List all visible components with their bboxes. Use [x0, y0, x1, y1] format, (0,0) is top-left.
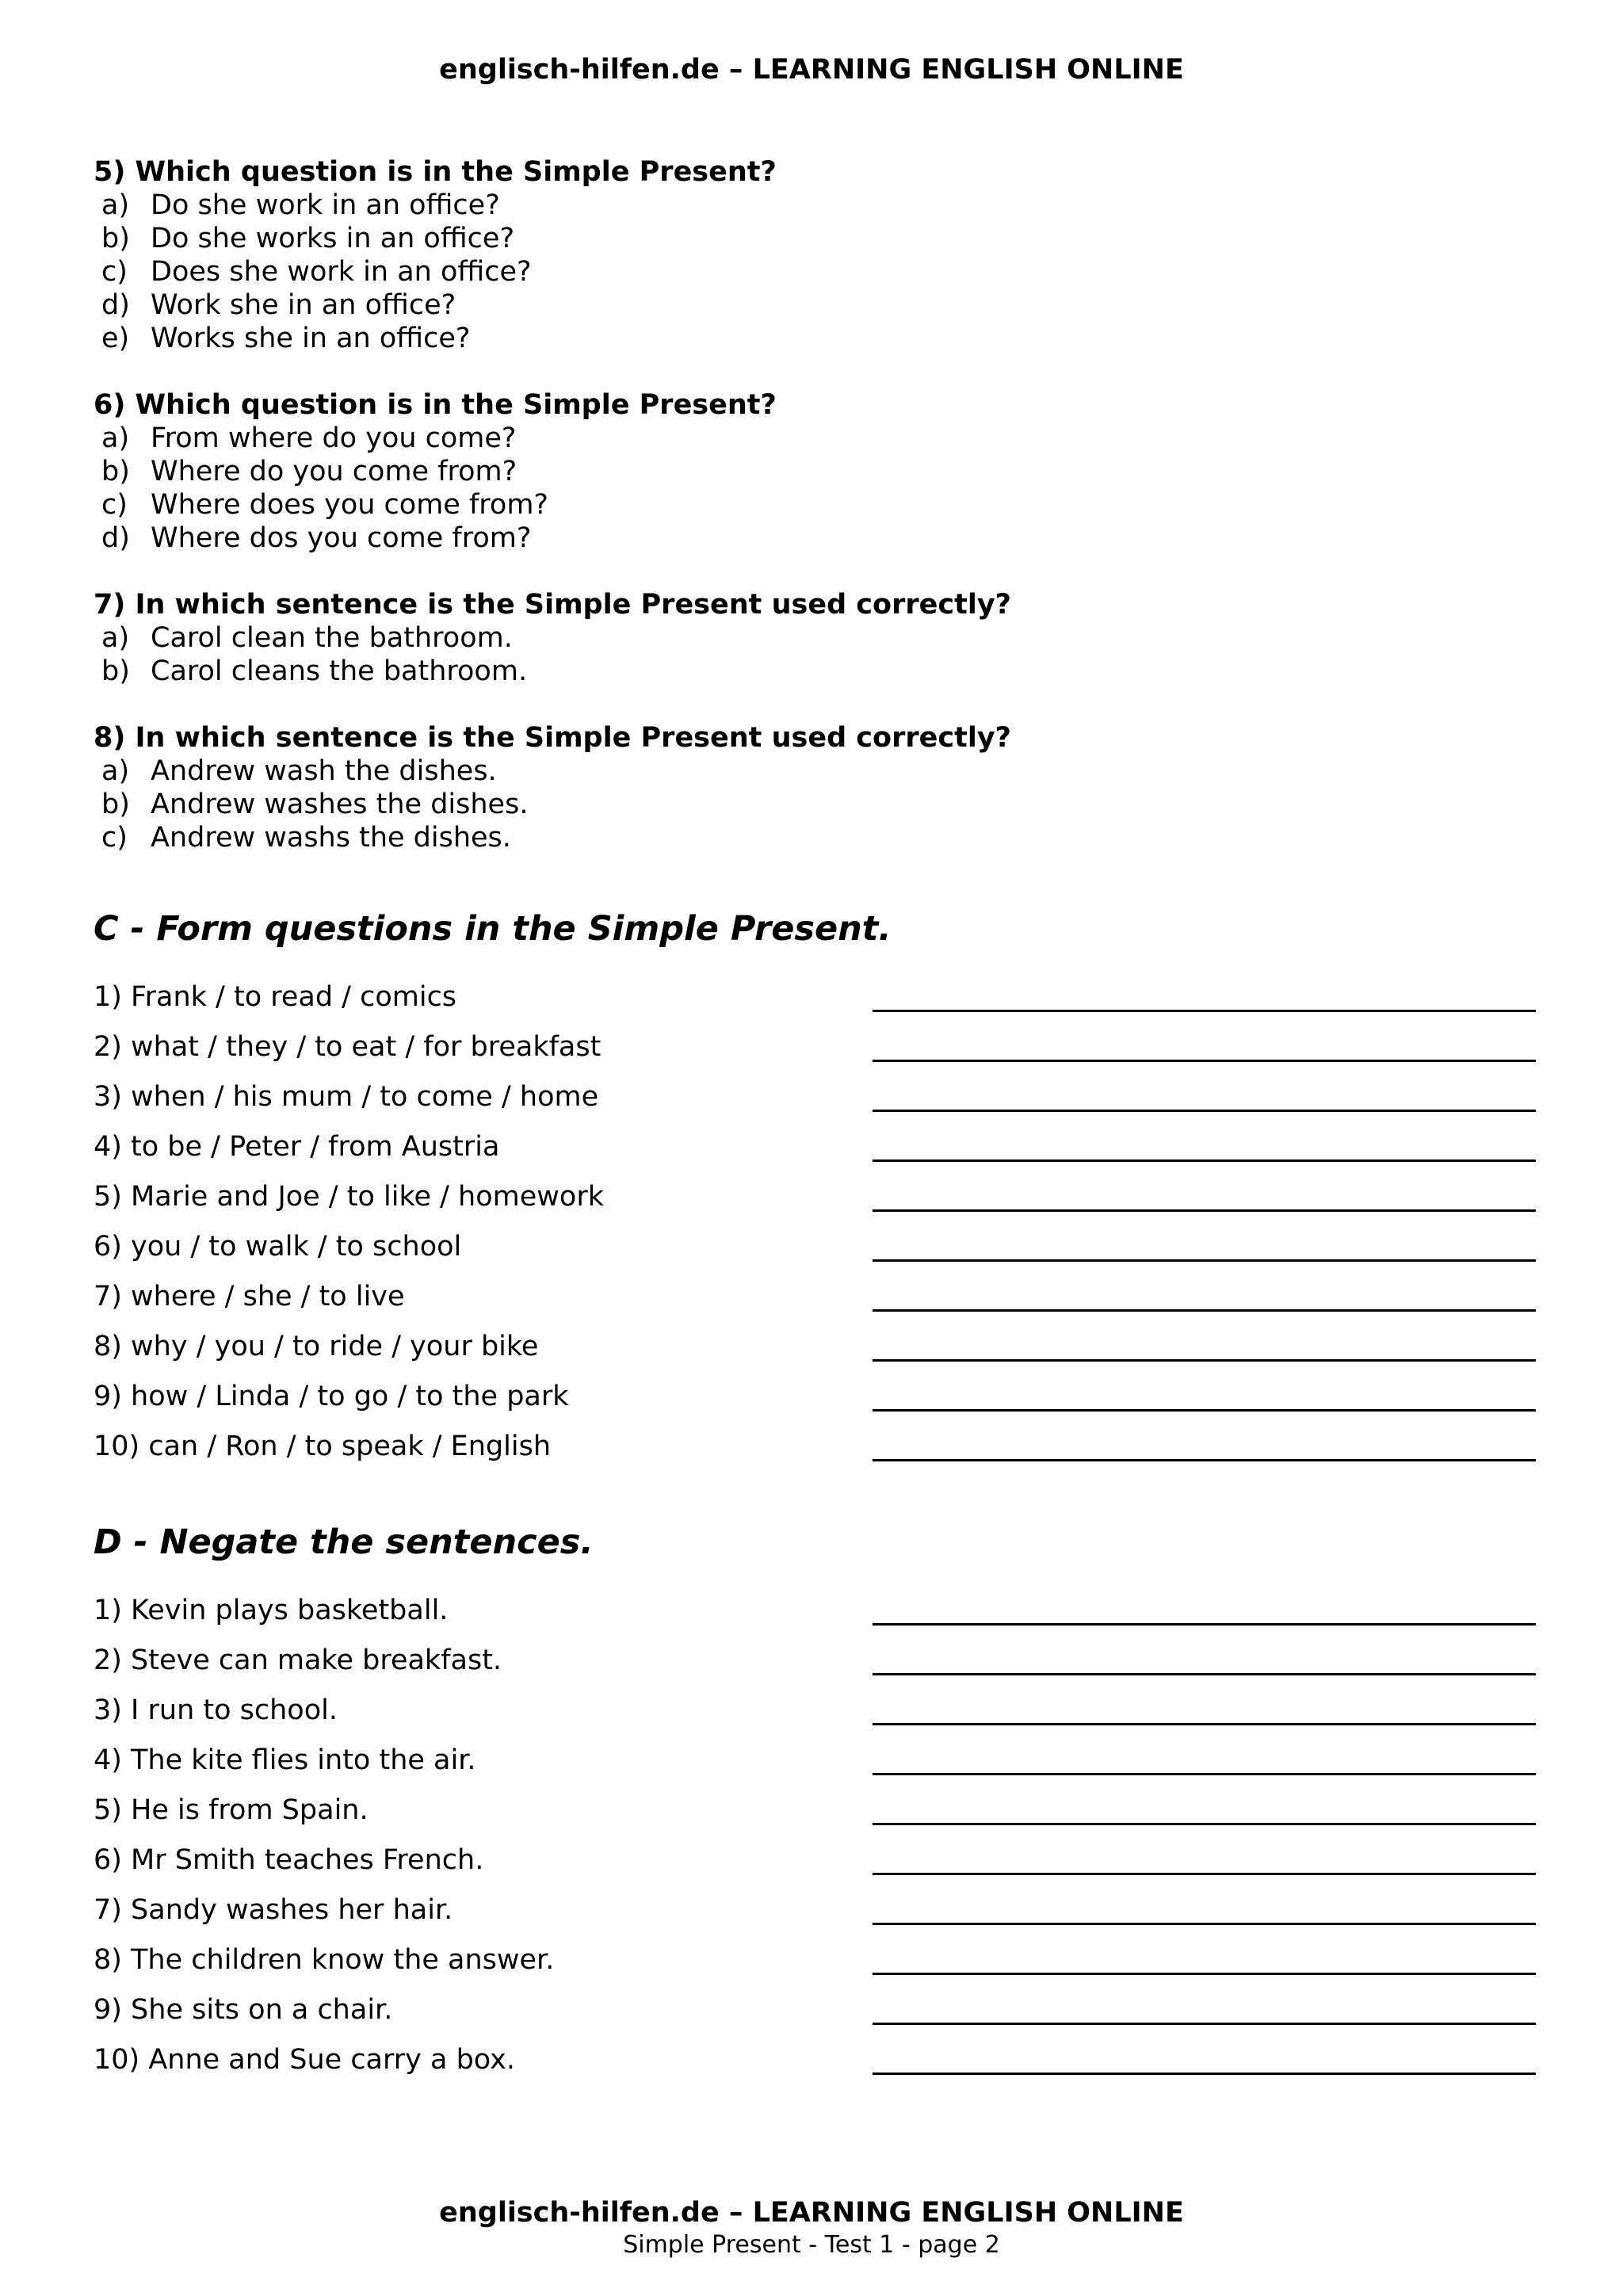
- exercise-row: [94, 1693, 1536, 1743]
- option-letter: a): [101, 189, 130, 221]
- exercise-row: [94, 1329, 1536, 1379]
- exercise-prompt: 1) Kevin plays basketball.: [94, 1595, 449, 1626]
- exercise-prompt: 6) you / to walk / to school: [94, 1231, 462, 1263]
- exercise-prompt: 6) Mr Smith teaches French.: [94, 1844, 484, 1876]
- option-letter: b): [101, 456, 130, 487]
- answer-option: [94, 322, 1536, 355]
- option-letter: e): [101, 323, 130, 354]
- answer-option: [94, 655, 1536, 688]
- question-title: 7) In which sentence is the Simple Present used correctly?: [94, 589, 1011, 621]
- question-7: [94, 588, 1536, 688]
- exercise-row: [94, 1129, 1536, 1179]
- multiple-choice-section: [94, 155, 1536, 888]
- option-letter: c): [101, 822, 128, 854]
- answer-line[interactable]: [873, 1359, 1536, 1362]
- answer-option: [94, 288, 1536, 322]
- question-title: 5) Which question is in the Simple Present?: [94, 156, 777, 188]
- exercise-prompt: 9) how / Linda / to go / to the park: [94, 1381, 569, 1412]
- section-c-list: [94, 980, 1536, 1479]
- question-5: [94, 155, 1536, 355]
- exercise-prompt: 7) where / she / to live: [94, 1281, 405, 1312]
- exercise-row: [94, 1643, 1536, 1693]
- answer-line[interactable]: [873, 1409, 1536, 1412]
- exercise-prompt: 10) can / Ron / to speak / English: [94, 1431, 552, 1462]
- question-title: 8) In which sentence is the Simple Present used correctly?: [94, 722, 1011, 754]
- section-d-list: [94, 1593, 1536, 2092]
- option-letter: d): [101, 522, 130, 554]
- answer-option: [94, 255, 1536, 288]
- answer-line[interactable]: [873, 1673, 1536, 1675]
- section-d-heading: D - Negate the sentences.: [94, 1522, 594, 1562]
- exercise-prompt: 9) She sits on a chair.: [94, 1994, 393, 2026]
- answer-option: [94, 621, 1536, 655]
- option-letter: b): [101, 655, 130, 687]
- answer-option: [94, 189, 1536, 222]
- exercise-row: [94, 1943, 1536, 1992]
- answer-line[interactable]: [873, 1259, 1536, 1262]
- answer-option: [94, 222, 1536, 255]
- exercise-row: [94, 1893, 1536, 1943]
- option-letter: d): [101, 289, 130, 321]
- footer-title: englisch-hilfen.de – LEARNING ENGLISH ONLINE: [439, 2197, 1184, 2229]
- option-text: Do she works in an office?: [151, 223, 515, 254]
- option-letter: a): [101, 422, 130, 454]
- option-text: Where does you come from?: [151, 489, 548, 521]
- option-letter: a): [101, 755, 130, 787]
- exercise-row: [94, 1992, 1536, 2042]
- answer-line[interactable]: [873, 1773, 1536, 1775]
- exercise-prompt: 8) why / you / to ride / your bike: [94, 1331, 539, 1362]
- option-text: Carol clean the bathroom.: [151, 622, 513, 654]
- exercise-prompt: 2) Steve can make breakfast.: [94, 1645, 502, 1676]
- question-6: [94, 388, 1536, 555]
- exercise-prompt: 7) Sandy washes her hair.: [94, 1894, 453, 1926]
- option-letter: a): [101, 622, 130, 654]
- answer-option: [94, 755, 1536, 788]
- option-text: Carol cleans the bathroom.: [151, 655, 528, 687]
- option-letter: b): [101, 789, 130, 820]
- answer-line[interactable]: [873, 1010, 1536, 1012]
- answer-option: [94, 821, 1536, 854]
- answer-line[interactable]: [873, 1060, 1536, 1062]
- exercise-row: [94, 1279, 1536, 1329]
- exercise-prompt: 5) He is from Spain.: [94, 1794, 369, 1826]
- answer-line[interactable]: [873, 1973, 1536, 1975]
- exercise-row: [94, 2042, 1536, 2092]
- footer-subtitle: Simple Present - Test 1 - page 2: [623, 2231, 1000, 2259]
- exercise-prompt: 2) what / they / to eat / for breakfast: [94, 1031, 601, 1063]
- option-text: Andrew wash the dishes.: [151, 755, 497, 787]
- answer-line[interactable]: [873, 1110, 1536, 1112]
- option-text: Where do you come from?: [151, 456, 517, 487]
- answer-option: [94, 455, 1536, 488]
- page-header: englisch-hilfen.de – LEARNING ENGLISH ONLINE: [439, 54, 1184, 86]
- exercise-row: [94, 1429, 1536, 1479]
- answer-line[interactable]: [873, 1923, 1536, 1925]
- option-text: Does she work in an office?: [151, 256, 532, 288]
- answer-line[interactable]: [873, 1723, 1536, 1725]
- exercise-row: [94, 1079, 1536, 1129]
- exercise-row: [94, 980, 1536, 1030]
- exercise-prompt: 3) when / his mum / to come / home: [94, 1081, 599, 1113]
- answer-option: [94, 521, 1536, 555]
- exercise-row: [94, 1179, 1536, 1229]
- exercise-prompt: 4) The kite flies into the air.: [94, 1744, 476, 1776]
- exercise-row: [94, 1030, 1536, 1079]
- option-text: Do she work in an office?: [151, 189, 500, 221]
- exercise-prompt: 4) to be / Peter / from Austria: [94, 1131, 500, 1163]
- answer-line[interactable]: [873, 1623, 1536, 1626]
- page-footer: [0, 2195, 1623, 2260]
- answer-option: [94, 488, 1536, 521]
- exercise-prompt: 5) Marie and Joe / to like / homework: [94, 1181, 604, 1213]
- answer-line[interactable]: [873, 1159, 1536, 1162]
- exercise-prompt: 3) I run to school.: [94, 1694, 338, 1726]
- exercise-row: [94, 1843, 1536, 1893]
- answer-line[interactable]: [873, 2073, 1536, 2075]
- answer-option: [94, 422, 1536, 455]
- exercise-prompt: 8) The children know the answer.: [94, 1944, 555, 1976]
- option-text: Works she in an office?: [151, 323, 471, 354]
- option-text: Andrew washes the dishes.: [151, 789, 529, 820]
- answer-line[interactable]: [873, 1209, 1536, 1212]
- exercise-row: [94, 1793, 1536, 1843]
- option-letter: b): [101, 223, 130, 254]
- exercise-row: [94, 1229, 1536, 1279]
- option-letter: c): [101, 489, 128, 521]
- answer-line[interactable]: [873, 1459, 1536, 1461]
- option-text: From where do you come?: [151, 422, 517, 454]
- answer-line[interactable]: [873, 1309, 1536, 1312]
- question-title: 6) Which question is in the Simple Present?: [94, 389, 777, 421]
- exercise-prompt: 10) Anne and Sue carry a box.: [94, 2044, 515, 2076]
- question-8: [94, 721, 1536, 854]
- exercise-prompt: 1) Frank / to read / comics: [94, 981, 457, 1013]
- answer-line[interactable]: [873, 1823, 1536, 1825]
- option-text: Andrew washs the dishes.: [151, 822, 511, 854]
- answer-line[interactable]: [873, 1873, 1536, 1875]
- option-text: Work she in an office?: [151, 289, 456, 321]
- exercise-row: [94, 1379, 1536, 1429]
- exercise-row: [94, 1593, 1536, 1643]
- option-letter: c): [101, 256, 128, 288]
- answer-line[interactable]: [873, 2023, 1536, 2025]
- option-text: Where dos you come from?: [151, 522, 532, 554]
- exercise-row: [94, 1743, 1536, 1793]
- answer-option: [94, 788, 1536, 821]
- section-c-heading: C - Form questions in the Simple Present.: [94, 909, 892, 949]
